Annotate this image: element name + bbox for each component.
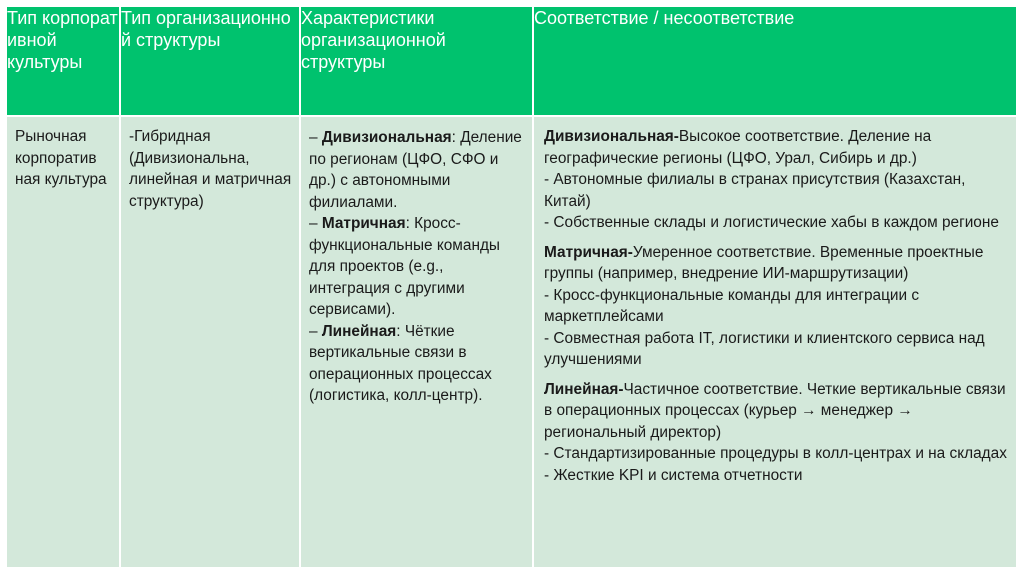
header-characteristics-label: Характеристики организационной структуры xyxy=(301,8,446,72)
header-compliance-label: Соответствие / несоответствие xyxy=(534,8,795,28)
compliance-item: - Стандартизированные процедуры в колл-центрах и на складах xyxy=(544,445,1007,462)
culture-cell xyxy=(6,116,120,568)
compliance-title: Дивизиональная- xyxy=(544,128,679,145)
characteristics-cell xyxy=(300,116,533,568)
structure-value: -Гибридная (Дивизиональна, линейная и матричная структура) xyxy=(129,128,292,210)
characteristic-text: : Кросс-функциональные команды для проектов (e.g., интеграция с другими сервисами). xyxy=(309,215,500,318)
dash: – xyxy=(309,322,322,340)
header-characteristics xyxy=(300,6,533,116)
compliance-title: Линейная- xyxy=(544,380,624,398)
compliance-item: - Жесткие KPI и система отчетности xyxy=(544,466,803,484)
compliance-title: Матричная- xyxy=(544,243,633,261)
compliance-lead: Умеренное соответствие. Временные проектные группы (например, внедрение ИИ-маршрутизации) xyxy=(544,243,984,282)
characteristic-title: Линейная xyxy=(321,322,397,340)
dash: – xyxy=(309,215,322,232)
compliance-lead: Частичное соответствие. Четкие вертикальные связи в операционных процессах (курьер → менеджер → региональный директор) xyxy=(544,380,1006,441)
characteristic-item xyxy=(309,127,526,213)
characteristic-title: Матричная xyxy=(321,215,406,232)
compliance-lead: Высокое соответствие. Деление на географические регионы (ЦФО, Урал, Сибирь и др.) xyxy=(544,128,932,167)
characteristic-item xyxy=(309,213,526,321)
compliance-cell xyxy=(533,116,1017,568)
header-culture-type xyxy=(6,6,120,116)
header-structure-type xyxy=(120,6,300,116)
compliance-section xyxy=(544,242,1008,371)
compliance-item: - Собственные склады и логистические хабы в каждом регионе xyxy=(544,214,999,231)
characteristic-text: : Деление по регионам (ЦФО, СФО и др.) с автономными филиалами. xyxy=(309,129,522,211)
compliance-section xyxy=(544,379,1008,487)
characteristic-text: : Чёткие вертикальные связи в операционных процессах (логистика, колл-центр). xyxy=(309,322,492,404)
compliance-item: - Автономные филиалы в странах присутствия (Казахстан, Китай) xyxy=(544,171,966,210)
compliance-section xyxy=(544,126,1008,234)
header-row xyxy=(6,6,1017,116)
compliance-item: - Кросс-функциональные команды для интеграции с маркетплейсами xyxy=(544,286,920,325)
characteristic-item xyxy=(309,321,526,407)
comparison-table xyxy=(5,5,1018,569)
compliance-item: - Совместная работа IT, логистики и клиентского сервиса над улучшениями xyxy=(544,329,985,368)
dash: – xyxy=(309,129,322,146)
characteristic-title: Дивизиональная xyxy=(321,129,452,146)
header-compliance xyxy=(533,6,1017,116)
header-culture-type-label: Тип корпорат ивной культуры xyxy=(7,8,118,72)
header-structure-type-label: Тип организационно й структуры xyxy=(121,8,291,50)
structure-cell xyxy=(120,116,300,568)
culture-value: Рыночная корпоратив ная культура xyxy=(15,128,107,188)
data-row xyxy=(6,116,1017,568)
